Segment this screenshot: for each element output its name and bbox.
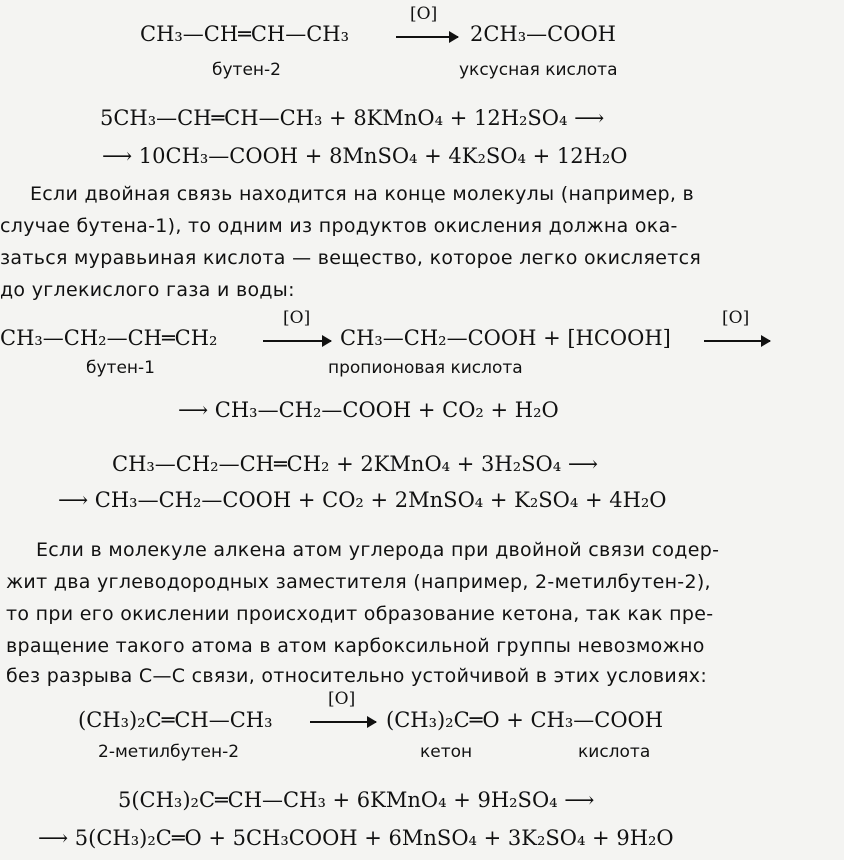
eq4-line1: CH₃—CH₂—CH═CH₂ + 2KMnO₄ + 3H₂SO₄ ⟶ [112,452,598,476]
eq5-condition: [O] [328,689,356,709]
eq1-arrow [396,36,458,38]
eq4-line2: ⟶ CH₃—CH₂—COOH + CO₂ + 2MnSO₄ + K₂SO₄ + 4H₂O [58,488,667,512]
para2-line-3: то при его окислении происходит образование кетона, так как пре- [6,603,714,625]
para1-line-4: до углекислого газа и воды: [0,279,295,301]
eq2-line1: 5CH₃—CH═CH—CH₃ + 8KMnO₄ + 12H₂SO₄ ⟶ [100,106,605,130]
eq3-line2: ⟶ CH₃—CH₂—COOH + CO₂ + H₂O [178,398,559,422]
eq3-arrow2 [704,340,770,342]
eq5-right: (CH₃)₂C═O + CH₃—COOH [386,708,664,732]
eq3-condition1: [O] [283,308,311,328]
eq3-middle: CH₃—CH₂—COOH + [HCOOH] [340,326,671,350]
para2-line-2: жит два углеводородных заместителя (например, 2-метилбутен-2), [6,571,711,593]
para2-line-4: вращение такого атома в атом карбоксильной группы невозможно [6,635,705,657]
eq5-label-left: 2-метилбутен-2 [98,742,240,762]
eq1-label-right: уксусная кислота [459,60,618,80]
eq5-arrow [310,721,376,723]
eq6-line1: 5(CH₃)₂C═CH—CH₃ + 6KMnO₄ + 9H₂SO₄ ⟶ [118,788,595,812]
eq1-label-left: бутен-2 [212,60,281,80]
eq5-label-ketone: кетон [420,742,473,762]
para2-line-1: Если в молекуле алкена атом углерода при двойной связи содер- [36,539,720,561]
eq3-left: CH₃—CH₂—CH═CH₂ [0,326,218,350]
eq1-left: CH₃—CH═CH—CH₃ [140,22,350,46]
eq3-label-left: бутен-1 [86,358,155,378]
para1-line-3: заться муравьиная кислота — вещество, которое легко окисляется [0,247,702,269]
eq6-line2: ⟶ 5(CH₃)₂C═O + 5CH₃COOH + 6MnSO₄ + 3K₂SO₄ + 9H₂O [38,826,674,850]
eq5-left: (CH₃)₂C═CH—CH₃ [78,708,273,732]
para2-line-5: без разрыва С—С связи, относительно устойчивой в этих условиях: [6,665,708,687]
eq1-right: 2CH₃—COOH [470,22,616,46]
eq3-condition2: [O] [722,308,750,328]
eq1-condition: [O] [410,4,438,24]
eq5-label-acid: кислота [578,742,651,762]
eq3-label-middle: пропионовая кислота [328,358,523,378]
eq3-arrow1 [263,340,331,342]
eq2-line2: ⟶ 10CH₃—COOH + 8MnSO₄ + 4K₂SO₄ + 12H₂O [102,144,628,168]
para1-line-1: Если двойная связь находится на конце молекулы (например, в [30,183,694,205]
para1-line-2: случае бутена-1), то одним из продуктов окисления должна ока- [0,215,678,237]
